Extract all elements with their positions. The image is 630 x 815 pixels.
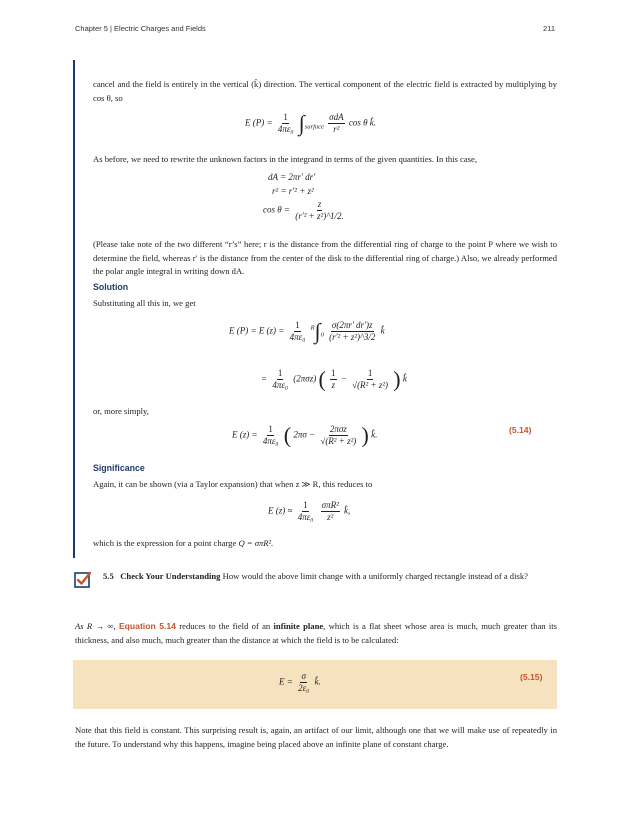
eq-solution-line2-coef-num: 1 bbox=[277, 368, 283, 378]
equation-subst-row2: r² = r′² + z² bbox=[272, 186, 314, 196]
check-title: Check Your Understanding bbox=[120, 571, 221, 581]
eq-surface-lhs: E (P) = bbox=[245, 117, 273, 128]
equation-surface-integral: E (P) = $\frac{1}{\text{4πε₀}}$ $\int_{surface}$ $\frac{\text{σdA}}{\text{r²}}$ cos θ k̂. bbox=[245, 110, 377, 136]
paragraph-taylor-expansion: Again, it can be shown (via a Taylor expansion) that when z ≫ R, this reduces to bbox=[93, 479, 373, 489]
eq-515-frac-num: σ bbox=[301, 671, 306, 681]
eq-surface-integral-sub: surface bbox=[304, 123, 324, 131]
equation-solution-line2: = $\frac{1}{\text{4πε₀}}$ (2πσz) ( $\frac{1}{z}$ − $\frac{1}{\text{√(R² + z²)}}$ ) k̂ bbox=[261, 366, 407, 392]
eq-514-coef-num: 1 bbox=[268, 424, 273, 434]
eq-limit-frac-num: σπR² bbox=[321, 500, 339, 510]
equation-5-14-link[interactable]: Equation 5.14 bbox=[118, 621, 176, 631]
eq-solution-minus: − bbox=[340, 373, 347, 384]
eq-514-frac-den: √(R² + z²) bbox=[320, 436, 357, 446]
equation-5-15 bbox=[279, 671, 321, 694]
eq-solution-lower-limit: 0 bbox=[320, 331, 324, 339]
example-sidebar-rule bbox=[73, 60, 75, 558]
solution-heading: Solution bbox=[93, 282, 129, 292]
eq-solution-line2-prefix: = bbox=[261, 373, 268, 384]
para8-mid: reduces to the field of an bbox=[179, 621, 271, 631]
significance-heading: Significance bbox=[93, 463, 145, 473]
eq-solution-upper-limit: R bbox=[310, 324, 315, 332]
eq-solution-half-num: 1 bbox=[331, 368, 336, 378]
eq-limit-tail: k̂, bbox=[344, 505, 351, 516]
eq-surface-integrand-num: σdA bbox=[329, 112, 344, 122]
check-understanding-icon bbox=[74, 570, 92, 588]
paragraph-vertical-component: cancel and the field is entirely in the vertical (k̂) direction. The vertical component of the electric field is extracted by multiplying by cos θ, so bbox=[93, 79, 557, 103]
eq-limit-coef-den: 4πε₀ bbox=[297, 512, 314, 522]
eq-514-coef-den: 4πε₀ bbox=[262, 436, 279, 446]
eq-514-frac-num: 2πσz bbox=[329, 424, 347, 434]
eq-subst-row3-lhs: cos θ = bbox=[263, 204, 290, 215]
point-charge-math: Q = σπR². bbox=[238, 538, 274, 548]
paragraph-two-rs-note: (Please take note of the two different “r’s” here; r is the distance from the differential ring of charge to the point P where we wish to determine the field, whereas r′ is the distance from the center of the disk to the differential ring of charge.) Also, we already performed the polar angle integral in writing down dA. bbox=[93, 239, 557, 276]
eq-solution-integrand-den: (r′² + z²)^3/2 bbox=[329, 332, 376, 342]
eq-solution-half-den: z bbox=[331, 380, 336, 390]
equation-subst-row1: dA = 2πr′ dr′ bbox=[268, 172, 316, 182]
eq-surface-coef-num: 1 bbox=[283, 112, 288, 122]
eq-515-lhs: E = bbox=[279, 676, 293, 687]
eq-solution-line2-coef-den: 4πε₀ bbox=[272, 380, 289, 390]
paragraph-point-charge bbox=[93, 537, 557, 551]
point-charge-text: which is the expression for a point charge bbox=[93, 538, 237, 548]
eq-514-lhs: E (z) = bbox=[232, 429, 258, 440]
check-understanding-block bbox=[103, 570, 557, 584]
eq-515-tail: k̂. bbox=[314, 676, 321, 687]
eq-solution-tail2: k̂ bbox=[402, 373, 407, 384]
eq-solution-coef-den: 4πε₀ bbox=[289, 332, 306, 342]
eq-limit-coef-num: 1 bbox=[303, 500, 308, 510]
eq-solution-integrand-num: σ(2πr′ dr′)z bbox=[331, 320, 373, 330]
paragraph-more-simply: or, more simply, bbox=[93, 406, 149, 416]
eq-surface-coef-den: 4πε₀ bbox=[277, 124, 294, 134]
eq-514-term1: 2πσ − bbox=[293, 429, 316, 440]
running-header-chapter: Chapter 5 | Electric Charges and Fields bbox=[75, 24, 206, 33]
para8-start: As R → ∞, bbox=[75, 621, 116, 631]
eq-solution-tail1: k̂ bbox=[380, 325, 385, 336]
eq-solution-line2-factor: (2πσz) bbox=[293, 373, 317, 384]
eq-514-tail: k̂. bbox=[371, 429, 378, 440]
equation-subst-row3 bbox=[263, 199, 347, 222]
eq-515-frac-den: 2ε₀ bbox=[298, 683, 310, 693]
eq-solution-line1-lhs: E (P) = E (z) = bbox=[229, 325, 285, 336]
para8-end: , which is a flat sheet whose area is much, much greater than its thickness, and also much, much greater than the distance at which the field is to be calculated: bbox=[75, 621, 557, 645]
eq-surface-integrand-den: r² bbox=[333, 124, 340, 134]
paragraph-rewrite-factors: As before, we need to rewrite the unknown factors in the integrand in terms of the given quantities. In this case, bbox=[93, 154, 477, 164]
eq-subst-row3-den: (r′² + z²)^1/2. bbox=[295, 211, 344, 221]
check-number: 5.5 bbox=[103, 571, 114, 581]
equation-number-5-15: (5.15) bbox=[520, 672, 543, 682]
check-question: How would the above limit change with a uniformly charged rectangle instead of a disk? bbox=[222, 571, 528, 581]
paragraph-infinite-plane bbox=[75, 620, 557, 647]
eq-limit-lhs: E (z) ≈ bbox=[268, 505, 293, 516]
equation-number-5-14: (5.14) bbox=[509, 425, 532, 435]
eq-solution-root-den: √(R² + z²) bbox=[352, 380, 389, 390]
paragraph-substituting: Substituting all this in, we get bbox=[93, 298, 196, 308]
equation-far-field-limit bbox=[268, 500, 350, 523]
para8-bold: infinite plane bbox=[273, 621, 324, 631]
equation-solution-line1: E (P) = E (z) = $\frac{1}{\text{4πε₀}}$ $^R\int_0$ $\frac{\sigma(2\pi r' dr')z}{\text{(r′² + z²)\textasciicircum{}3/2}}$ k̂ bbox=[229, 318, 385, 344]
eq-limit-frac-den: z² bbox=[327, 512, 334, 522]
paragraph-field-constant: Note that this field is constant. This surprising result is, again, an artifact of our limit, although one that we will make use of repeatedly in the future. To understand why this happens, imagine being placed above an infinite plane of constant charge. bbox=[75, 725, 557, 749]
eq-solution-root-num: 1 bbox=[367, 368, 373, 378]
eq-subst-row3-num: z bbox=[317, 199, 322, 209]
equation-5-14: E (z) = $\frac{1}{\text{4πε₀}}$ ( 2πσ − $\frac{\text{2πσz}}{\text{√(R² + z²)}}$ ) k̂. bbox=[232, 422, 378, 448]
eq-solution-coef-num: 1 bbox=[295, 320, 300, 330]
eq-surface-tail: cos θ k̂. bbox=[348, 117, 377, 128]
page-number: 211 bbox=[543, 24, 555, 33]
